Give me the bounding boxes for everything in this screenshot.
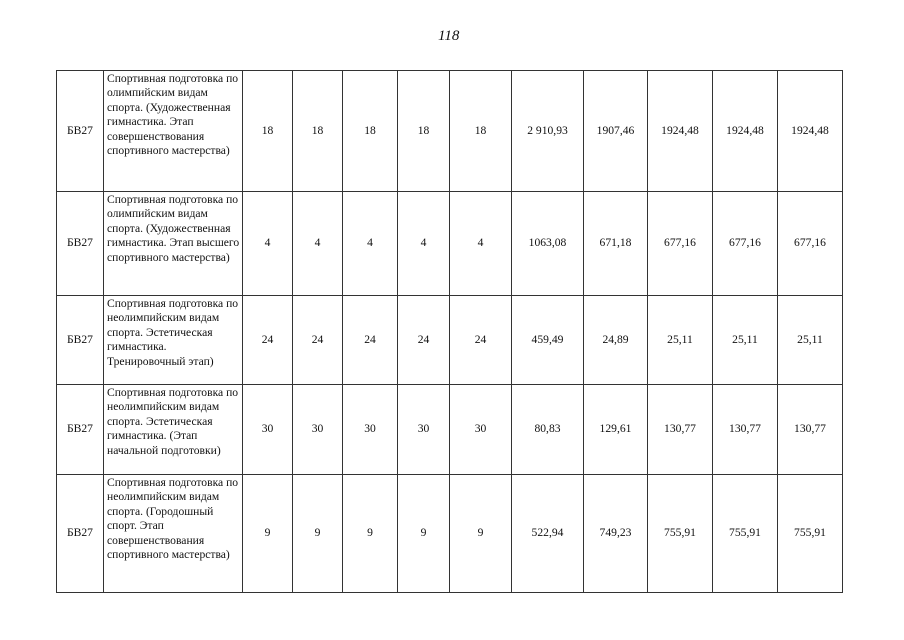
value-cell: 1924,48 xyxy=(648,71,713,192)
quantity-cell: 18 xyxy=(243,71,293,192)
quantity-cell: 24 xyxy=(343,296,398,385)
quantity-cell: 24 xyxy=(398,296,450,385)
value-cell: 677,16 xyxy=(778,192,843,296)
service-code-cell: БВ27 xyxy=(57,475,104,593)
quantity-cell: 18 xyxy=(293,71,343,192)
value-cell: 671,18 xyxy=(584,192,648,296)
service-code-cell: БВ27 xyxy=(57,385,104,475)
quantity-cell: 18 xyxy=(398,71,450,192)
service-description-cell: Спортивная подготовка по неолимпийским видам спорта. Эстетическая гимнастика. (Этап начальной подготовки) xyxy=(104,385,243,475)
value-cell: 80,83 xyxy=(512,385,584,475)
table-row xyxy=(57,192,843,296)
quantity-cell: 4 xyxy=(343,192,398,296)
page-number: 118 xyxy=(438,28,460,44)
value-cell: 1907,46 xyxy=(584,71,648,192)
table-row xyxy=(57,296,843,385)
quantity-cell: 9 xyxy=(343,475,398,593)
value-cell: 522,94 xyxy=(512,475,584,593)
value-cell: 755,91 xyxy=(713,475,778,593)
table-row xyxy=(57,385,843,475)
quantity-cell: 24 xyxy=(243,296,293,385)
value-cell: 677,16 xyxy=(713,192,778,296)
value-cell: 1924,48 xyxy=(778,71,843,192)
quantity-cell: 9 xyxy=(293,475,343,593)
quantity-cell: 4 xyxy=(243,192,293,296)
quantity-cell: 4 xyxy=(293,192,343,296)
value-cell: 749,23 xyxy=(584,475,648,593)
service-code-cell: БВ27 xyxy=(57,71,104,192)
quantity-cell: 4 xyxy=(398,192,450,296)
quantity-cell: 4 xyxy=(450,192,512,296)
quantity-cell: 18 xyxy=(343,71,398,192)
quantity-cell: 9 xyxy=(243,475,293,593)
service-description-cell: Спортивная подготовка по неолимпийским видам спорта. (Городошный спорт. Этап совершенствования спортивного мастерства) xyxy=(104,475,243,593)
value-cell: 755,91 xyxy=(648,475,713,593)
value-cell: 129,61 xyxy=(584,385,648,475)
quantity-cell: 30 xyxy=(398,385,450,475)
service-description-cell: Спортивная подготовка по неолимпийским видам спорта. Эстетическая гимнастика. Тренировочный этап) xyxy=(104,296,243,385)
value-cell: 459,49 xyxy=(512,296,584,385)
value-cell: 25,11 xyxy=(713,296,778,385)
table-row xyxy=(57,71,843,192)
value-cell: 130,77 xyxy=(713,385,778,475)
quantity-cell: 30 xyxy=(293,385,343,475)
quantity-cell: 24 xyxy=(293,296,343,385)
value-cell: 755,91 xyxy=(778,475,843,593)
quantity-cell: 30 xyxy=(243,385,293,475)
quantity-cell: 24 xyxy=(450,296,512,385)
value-cell: 1924,48 xyxy=(713,71,778,192)
value-cell: 677,16 xyxy=(648,192,713,296)
value-cell: 24,89 xyxy=(584,296,648,385)
value-cell: 25,11 xyxy=(648,296,713,385)
table-row xyxy=(57,475,843,593)
service-description-cell: Спортивная подготовка по олимпийским видам спорта. (Художественная гимнастика. Этап совершенствования спортивного мастерства) xyxy=(104,71,243,192)
quantity-cell: 30 xyxy=(450,385,512,475)
value-cell: 2 910,93 xyxy=(512,71,584,192)
quantity-cell: 9 xyxy=(398,475,450,593)
quantity-cell: 18 xyxy=(450,71,512,192)
service-description-cell: Спортивная подготовка по олимпийским видам спорта. (Художественная гимнастика. Этап высшего спортивного мастерства) xyxy=(104,192,243,296)
services-table xyxy=(56,70,843,593)
value-cell: 25,11 xyxy=(778,296,843,385)
quantity-cell: 30 xyxy=(343,385,398,475)
service-code-cell: БВ27 xyxy=(57,296,104,385)
quantity-cell: 9 xyxy=(450,475,512,593)
service-code-cell: БВ27 xyxy=(57,192,104,296)
value-cell: 1063,08 xyxy=(512,192,584,296)
value-cell: 130,77 xyxy=(648,385,713,475)
value-cell: 130,77 xyxy=(778,385,843,475)
